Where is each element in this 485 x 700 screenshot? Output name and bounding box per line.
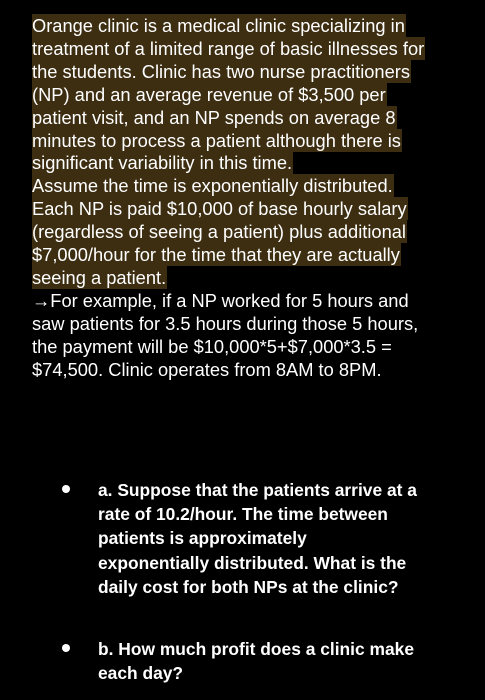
bullet-icon [62,485,70,493]
highlighted-text: $7,000/hour for the time that they are actually [32,244,400,266]
highlighted-text: seeing a patient. [32,266,167,288]
highlighted-text: (regardless of seeing a patient) plus additional [32,221,406,243]
intro-line [32,61,480,84]
intro-line [32,267,480,290]
intro-line [32,152,480,175]
question-line: each day? [98,663,184,684]
question-line: patients is approximately [98,528,307,549]
highlighted-text: the students. Clinic has two nurse practitioners [32,60,410,82]
intro-line [32,244,480,267]
example-line: the payment will be $10,000*5+$7,000*3.5 = [32,335,392,357]
highlighted-text: patient visit, and an NP spends on average 8 [32,106,396,128]
example-line: $74,500. Clinic operates from 8AM to 8PM. [32,358,382,380]
highlighted-text: Assume the time is exponentially distributed. [32,175,393,197]
highlighted-text: Each NP is paid $10,000 of base hourly salary [32,198,407,220]
intro-line [32,84,480,107]
question-line: a. Suppose that the patients arrive at a [98,480,417,500]
question-line: b. How much profit does a clinic make [98,639,414,659]
highlighted-text: treatment of a limited range of basic illnesses for [32,37,425,59]
intro-line [32,15,480,38]
bullet-icon [62,644,70,652]
intro-line [32,38,480,61]
highlighted-text: significant variability in this time. [32,152,293,174]
highlighted-text: (NP) and an average revenue of $3,500 per [32,83,386,105]
intro-line [32,221,480,244]
intro-line [32,175,480,198]
question-line: rate of 10.2/hour. The time between [98,504,388,525]
highlighted-text: minutes to process a patient although there is [32,129,401,151]
intro-line [32,130,480,153]
example-line: saw patients for 3.5 hours during those 5 hours, [32,312,419,334]
example-line: →For example, if a NP worked for 5 hours and [32,289,409,311]
question-line: daily cost for both NPs at the clinic? [98,576,399,597]
problem-statement [32,15,480,382]
question-line: exponentially distributed. What is the [98,552,407,573]
intro-line [32,198,480,221]
highlighted-text: Orange clinic is a medical clinic specializing in [32,15,405,36]
intro-line [32,107,480,130]
question-b-text [98,637,483,685]
question-a-text [98,478,483,599]
